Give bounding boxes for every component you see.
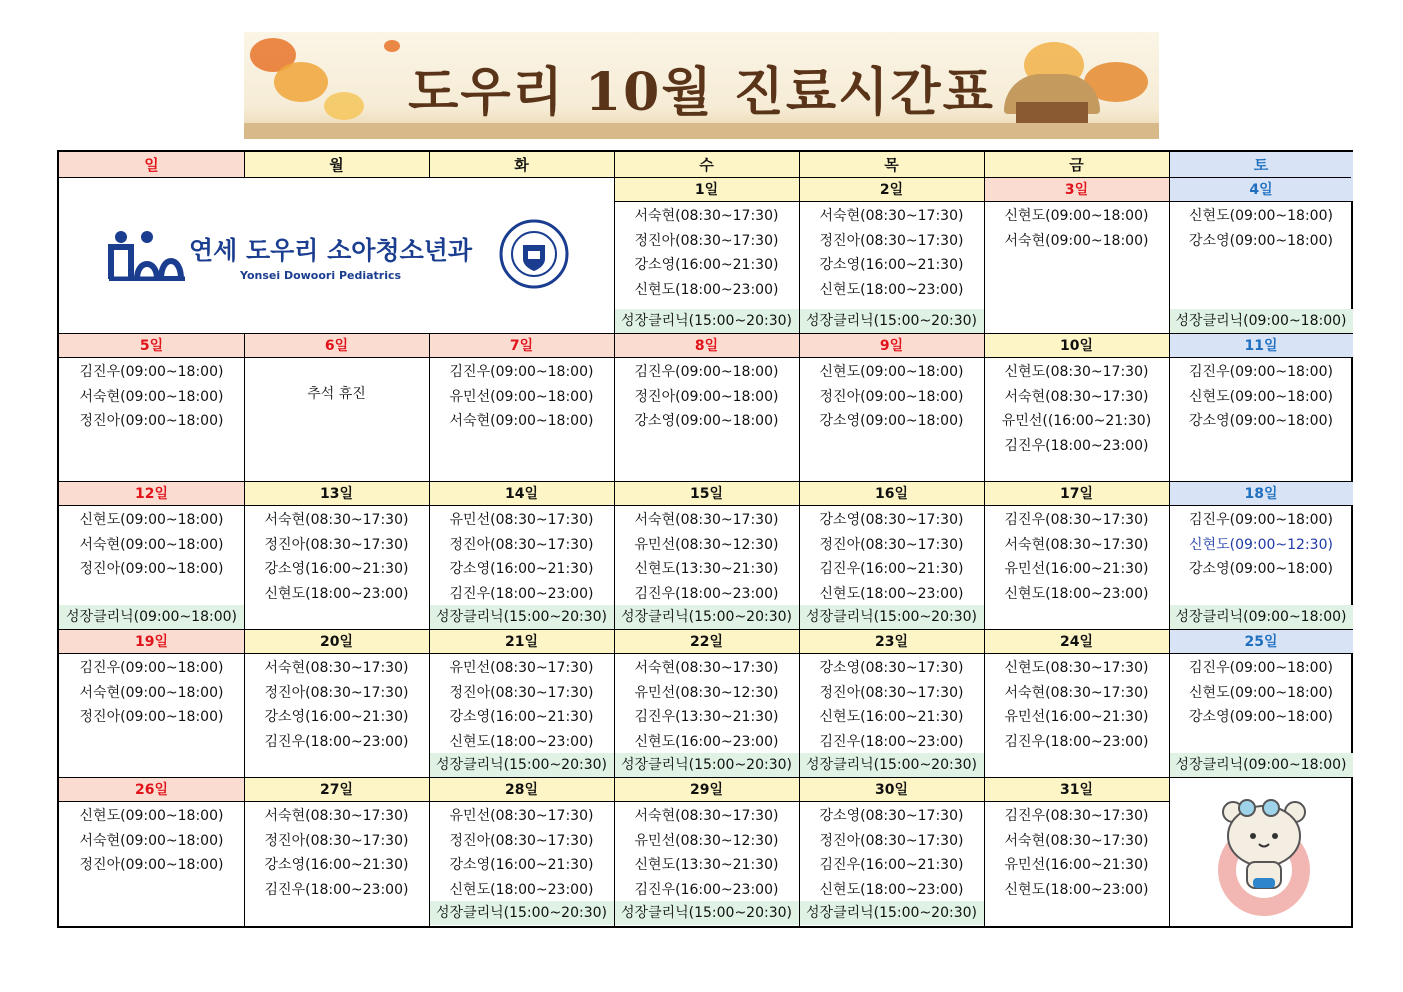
doctor-schedule: 정진아(08:30~17:30) xyxy=(264,684,409,701)
day-label: 9일 xyxy=(799,334,984,358)
bear-with-float-icon xyxy=(1209,786,1319,920)
day-label: 29일 xyxy=(614,778,799,802)
doctor-schedule: 김진우(16:00~23:00) xyxy=(634,881,779,898)
growth-clinic: 성장클리닉(15:00~20:30) xyxy=(614,901,799,925)
day-cell xyxy=(799,778,984,926)
doctor-schedule: 신현도(18:00~23:00) xyxy=(819,881,964,898)
doctor-schedule: 김진우(18:00~23:00) xyxy=(634,585,779,602)
doctor-schedule: 강소영(09:00~18:00) xyxy=(1189,561,1333,577)
doctor-schedule: 신현도(09:00~12:30) xyxy=(1189,536,1333,553)
day-cell xyxy=(244,334,429,482)
day-label: 8일 xyxy=(614,334,799,358)
doctor-schedule: 강소영(09:00~18:00) xyxy=(634,413,779,429)
doctor-schedule: 신현도(18:00~23:00) xyxy=(264,585,409,602)
doctor-schedule: 서숙현(09:00~18:00) xyxy=(79,832,224,849)
growth-clinic: 성장클리닉(09:00~18:00) xyxy=(1169,309,1353,333)
day-label: 26일 xyxy=(59,778,244,802)
grid-line xyxy=(59,333,1351,334)
doctor-schedule: 신현도(13:30~21:30) xyxy=(634,561,779,577)
day-label: 30일 xyxy=(799,778,984,802)
doctor-schedule: 신현도(09:00~18:00) xyxy=(1004,208,1149,224)
doctor-schedule: 신현도(18:00~23:00) xyxy=(449,733,594,750)
doctor-schedule: 정진아(08:30~17:30) xyxy=(449,684,594,701)
doctor-schedule: 신현도(18:00~23:00) xyxy=(1004,881,1149,898)
doctor-schedule: 김진우(09:00~18:00) xyxy=(1189,364,1333,380)
page-title: 도우리 10월 진료시간표 xyxy=(408,62,995,123)
growth-clinic: 성장클리닉(15:00~20:30) xyxy=(614,309,799,333)
doctor-schedule: 정진아(09:00~18:00) xyxy=(79,561,224,577)
doctor-schedule: 강소영(08:30~17:30) xyxy=(819,660,964,676)
doctor-schedule: 정진아(08:30~17:30) xyxy=(449,536,594,553)
day-cell xyxy=(429,778,614,926)
grid-line xyxy=(984,152,985,926)
doctor-schedule: 서숙현(08:30~17:30) xyxy=(1004,388,1149,405)
doctor-schedule: 서숙현(09:00~18:00) xyxy=(449,413,594,429)
doctor-schedule: 서숙현(08:30~17:30) xyxy=(1004,684,1149,701)
doctor-schedule: 신현도(09:00~18:00) xyxy=(819,364,964,380)
growth-clinic: 성장클리닉(15:00~20:30) xyxy=(429,605,614,629)
doctor-schedule: 서숙현(08:30~17:30) xyxy=(634,808,779,824)
doctor-schedule: 신현도(08:30~17:30) xyxy=(1004,660,1149,676)
doctor-schedule: 신현도(09:00~18:00) xyxy=(79,808,224,824)
doctor-schedule: 정진아(08:30~17:30) xyxy=(634,232,779,249)
growth-clinic: 성장클리닉(15:00~20:30) xyxy=(429,901,614,925)
day-cell xyxy=(59,482,244,630)
doctor-schedule: 강소영(09:00~18:00) xyxy=(1189,709,1333,725)
doctor-schedule: 김진우(09:00~18:00) xyxy=(1189,660,1333,676)
doctor-schedule: 김진우(16:00~21:30) xyxy=(819,857,964,873)
grid-line xyxy=(59,629,1351,630)
doctor-schedule: 정진아(09:00~18:00) xyxy=(79,857,224,873)
day-label: 11일 xyxy=(1169,334,1353,358)
growth-clinic: 성장클리닉(09:00~18:00) xyxy=(1169,605,1353,629)
doctor-schedule: 신현도(09:00~18:00) xyxy=(1189,388,1333,405)
doctor-schedule: 서숙현(08:30~17:30) xyxy=(264,808,409,824)
growth-clinic: 성장클리닉(15:00~20:30) xyxy=(799,753,984,777)
doctor-schedule: 김진우(09:00~18:00) xyxy=(634,364,779,380)
day-label: 6일 xyxy=(244,334,429,358)
doctor-schedule: 유민선(08:30~17:30) xyxy=(449,512,594,528)
day-cell xyxy=(429,630,614,778)
day-label: 4일 xyxy=(1169,178,1353,202)
doctor-schedule: 유민선(08:30~17:30) xyxy=(449,808,594,824)
doctor-schedule: 신현도(18:00~23:00) xyxy=(1004,585,1149,602)
clinic-name: 연세 도우리 소아청소년과 xyxy=(189,236,473,265)
doctor-schedule: 김진우(16:00~21:30) xyxy=(819,561,964,577)
weekday-header: 수 xyxy=(614,152,799,178)
grid-line xyxy=(614,152,615,926)
day-cell xyxy=(984,334,1169,482)
day-label: 19일 xyxy=(59,630,244,654)
day-cell xyxy=(799,630,984,778)
doctor-schedule: 강소영(16:00~21:30) xyxy=(634,257,779,273)
day-label: 13일 xyxy=(244,482,429,506)
day-cell xyxy=(614,482,799,630)
day-cell xyxy=(799,334,984,482)
growth-clinic: 성장클리닉(15:00~20:30) xyxy=(614,605,799,629)
day-cell xyxy=(614,178,799,334)
day-label: 12일 xyxy=(59,482,244,506)
doctor-schedule: 유민선(08:30~17:30) xyxy=(449,660,594,676)
doctor-schedule: 김진우(09:00~18:00) xyxy=(449,364,594,380)
doctor-schedule: 신현도(09:00~18:00) xyxy=(79,512,224,528)
doctor-schedule: 유민선((16:00~21:30) xyxy=(1001,413,1152,429)
family-logo-icon xyxy=(107,229,187,281)
day-cell xyxy=(984,178,1169,334)
doctor-schedule: 김진우(18:00~23:00) xyxy=(819,733,964,750)
day-label: 24일 xyxy=(984,630,1169,654)
doctor-schedule: 김진우(18:00~23:00) xyxy=(264,881,409,898)
day-label: 1일 xyxy=(614,178,799,202)
day-label: 23일 xyxy=(799,630,984,654)
doctor-schedule: 서숙현(09:00~18:00) xyxy=(79,388,224,405)
doctor-schedule: 신현도(18:00~23:00) xyxy=(819,281,964,298)
day-label: 17일 xyxy=(984,482,1169,506)
doctor-schedule: 강소영(16:00~21:30) xyxy=(449,561,594,577)
day-label: 21일 xyxy=(429,630,614,654)
doctor-schedule: 서숙현(08:30~17:30) xyxy=(819,208,964,224)
weekday-header: 금 xyxy=(984,152,1169,178)
day-cell xyxy=(244,482,429,630)
university-seal-icon xyxy=(499,219,569,289)
grid-line xyxy=(244,152,245,178)
day-label: 22일 xyxy=(614,630,799,654)
doctor-schedule: 강소영(16:00~21:30) xyxy=(819,257,964,273)
day-cell xyxy=(614,630,799,778)
grid-line xyxy=(59,777,1351,778)
weekday-header: 화 xyxy=(429,152,614,178)
day-label: 15일 xyxy=(614,482,799,506)
doctor-schedule: 신현도(18:00~23:00) xyxy=(449,881,594,898)
doctor-schedule: 유민선(16:00~21:30) xyxy=(1004,561,1149,577)
day-cell xyxy=(244,630,429,778)
doctor-schedule: 서숙현(08:30~17:30) xyxy=(634,512,779,528)
doctor-schedule: 신현도(13:30~21:30) xyxy=(634,857,779,873)
doctor-schedule: 김진우(08:30~17:30) xyxy=(1004,512,1149,528)
doctor-schedule: 서숙현(08:30~17:30) xyxy=(264,512,409,528)
day-cell xyxy=(1169,334,1353,482)
doctor-schedule: 강소영(09:00~18:00) xyxy=(819,413,964,429)
doctor-schedule: 서숙현(08:30~17:30) xyxy=(634,208,779,224)
doctor-schedule: 강소영(16:00~21:30) xyxy=(449,857,594,873)
growth-clinic: 성장클리닉(15:00~20:30) xyxy=(799,901,984,925)
growth-clinic: 성장클리닉(15:00~20:30) xyxy=(614,753,799,777)
doctor-schedule: 유민선(16:00~21:30) xyxy=(1004,709,1149,725)
doctor-schedule: 유민선(08:30~12:30) xyxy=(634,536,779,553)
day-cell xyxy=(984,630,1169,778)
day-label: 25일 xyxy=(1169,630,1353,654)
doctor-schedule: 신현도(18:00~23:00) xyxy=(634,281,779,298)
doctor-schedule: 정진아(09:00~18:00) xyxy=(634,388,779,405)
doctor-schedule: 정진아(08:30~17:30) xyxy=(819,832,964,849)
doctor-schedule: 유민선(16:00~21:30) xyxy=(1004,857,1149,873)
doctor-schedule: 강소영(16:00~21:30) xyxy=(449,709,594,725)
doctor-schedule: 김진우(09:00~18:00) xyxy=(79,364,224,380)
doctor-schedule: 정진아(09:00~18:00) xyxy=(79,413,224,429)
day-label: 7일 xyxy=(429,334,614,358)
day-cell xyxy=(429,334,614,482)
doctor-schedule: 신현도(16:00~23:00) xyxy=(634,733,779,750)
doctor-schedule: 서숙현(09:00~18:00) xyxy=(79,684,224,701)
doctor-schedule: 강소영(09:00~18:00) xyxy=(1189,413,1333,429)
growth-clinic: 성장클리닉(09:00~18:00) xyxy=(59,605,244,629)
doctor-schedule: 서숙현(08:30~17:30) xyxy=(1004,536,1149,553)
doctor-schedule: 강소영(16:00~21:30) xyxy=(264,709,409,725)
day-label: 27일 xyxy=(244,778,429,802)
doctor-schedule: 서숙현(08:30~17:30) xyxy=(634,660,779,676)
growth-clinic: 성장클리닉(15:00~20:30) xyxy=(429,753,614,777)
day-cell xyxy=(59,630,244,778)
schedule-calendar xyxy=(57,150,1353,928)
doctor-schedule: 정진아(08:30~17:30) xyxy=(819,684,964,701)
grid-line xyxy=(59,177,1351,178)
doctor-schedule: 강소영(09:00~18:00) xyxy=(1189,232,1333,249)
day-cell xyxy=(429,482,614,630)
doctor-schedule: 김진우(09:00~18:00) xyxy=(79,660,224,676)
doctor-schedule: 강소영(16:00~21:30) xyxy=(264,561,409,577)
day-label: 5일 xyxy=(59,334,244,358)
doctor-schedule: 유민선(09:00~18:00) xyxy=(449,388,594,405)
day-cell xyxy=(984,778,1169,926)
day-cell xyxy=(799,178,984,334)
bear-illustration xyxy=(1169,778,1353,926)
day-cell xyxy=(1169,178,1353,334)
day-cell xyxy=(1169,630,1353,778)
day-label: 2일 xyxy=(799,178,984,202)
day-label: 28일 xyxy=(429,778,614,802)
clinic-logo xyxy=(59,179,614,334)
day-label: 14일 xyxy=(429,482,614,506)
doctor-schedule: 김진우(08:30~17:30) xyxy=(1004,808,1149,824)
day-cell xyxy=(614,334,799,482)
day-label: 16일 xyxy=(799,482,984,506)
day-label: 10일 xyxy=(984,334,1169,358)
doctor-schedule: 신현도(16:00~21:30) xyxy=(819,709,964,725)
day-label: 20일 xyxy=(244,630,429,654)
weekday-header: 일 xyxy=(59,152,244,178)
doctor-schedule: 김진우(09:00~18:00) xyxy=(1189,512,1333,528)
weekday-header: 목 xyxy=(799,152,984,178)
doctor-schedule: 유민선(08:30~12:30) xyxy=(634,684,779,701)
day-label: 18일 xyxy=(1169,482,1353,506)
growth-clinic: 성장클리닉(15:00~20:30) xyxy=(799,309,984,333)
doctor-schedule: 정진아(09:00~18:00) xyxy=(79,709,224,725)
day-cell xyxy=(244,778,429,926)
closed-notice: 추석 휴진 xyxy=(307,386,366,402)
doctor-schedule: 김진우(18:00~23:00) xyxy=(1004,733,1149,750)
weekday-header: 토 xyxy=(1169,152,1353,178)
grid-line xyxy=(799,152,800,926)
doctor-schedule: 정진아(08:30~17:30) xyxy=(449,832,594,849)
grid-line xyxy=(59,481,1351,482)
day-label: 3일 xyxy=(984,178,1169,202)
doctor-schedule: 서숙현(09:00~18:00) xyxy=(79,536,224,553)
clinic-name-en: Yonsei Dowoori Pediatrics xyxy=(240,269,402,282)
day-cell xyxy=(799,482,984,630)
doctor-schedule: 신현도(18:00~23:00) xyxy=(819,585,964,602)
doctor-schedule: 서숙현(09:00~18:00) xyxy=(1004,232,1149,249)
doctor-schedule: 김진우(18:00~23:00) xyxy=(264,733,409,750)
day-cell xyxy=(59,334,244,482)
grid-line xyxy=(244,334,245,926)
day-label: 31일 xyxy=(984,778,1169,802)
doctor-schedule: 강소영(08:30~17:30) xyxy=(819,808,964,824)
growth-clinic: 성장클리닉(09:00~18:00) xyxy=(1169,753,1353,777)
doctor-schedule: 정진아(08:30~17:30) xyxy=(264,536,409,553)
doctor-schedule: 신현도(09:00~18:00) xyxy=(1189,684,1333,701)
title-banner xyxy=(244,32,1159,139)
doctor-schedule: 신현도(08:30~17:30) xyxy=(1004,364,1149,380)
doctor-schedule: 서숙현(08:30~17:30) xyxy=(264,660,409,676)
doctor-schedule: 김진우(13:30~21:30) xyxy=(634,709,779,725)
doctor-schedule: 정진아(09:00~18:00) xyxy=(819,388,964,405)
doctor-schedule: 정진아(08:30~17:30) xyxy=(264,832,409,849)
grid-line xyxy=(1169,152,1170,926)
doctor-schedule: 유민선(08:30~12:30) xyxy=(634,832,779,849)
day-cell xyxy=(59,778,244,926)
growth-clinic: 성장클리닉(15:00~20:30) xyxy=(799,605,984,629)
doctor-schedule: 김진우(18:00~23:00) xyxy=(1004,437,1149,454)
grid-line xyxy=(429,334,430,926)
doctor-schedule: 김진우(18:00~23:00) xyxy=(449,585,594,602)
doctor-schedule: 서숙현(08:30~17:30) xyxy=(1004,832,1149,849)
day-cell xyxy=(984,482,1169,630)
doctor-schedule: 정진아(08:30~17:30) xyxy=(819,536,964,553)
day-cell xyxy=(614,778,799,926)
doctor-schedule: 신현도(09:00~18:00) xyxy=(1189,208,1333,224)
weekday-header: 월 xyxy=(244,152,429,178)
doctor-schedule: 정진아(08:30~17:30) xyxy=(819,232,964,249)
doctor-schedule: 강소영(08:30~17:30) xyxy=(819,512,964,528)
day-cell xyxy=(1169,482,1353,630)
doctor-schedule: 강소영(16:00~21:30) xyxy=(264,857,409,873)
grid-line xyxy=(429,152,430,178)
